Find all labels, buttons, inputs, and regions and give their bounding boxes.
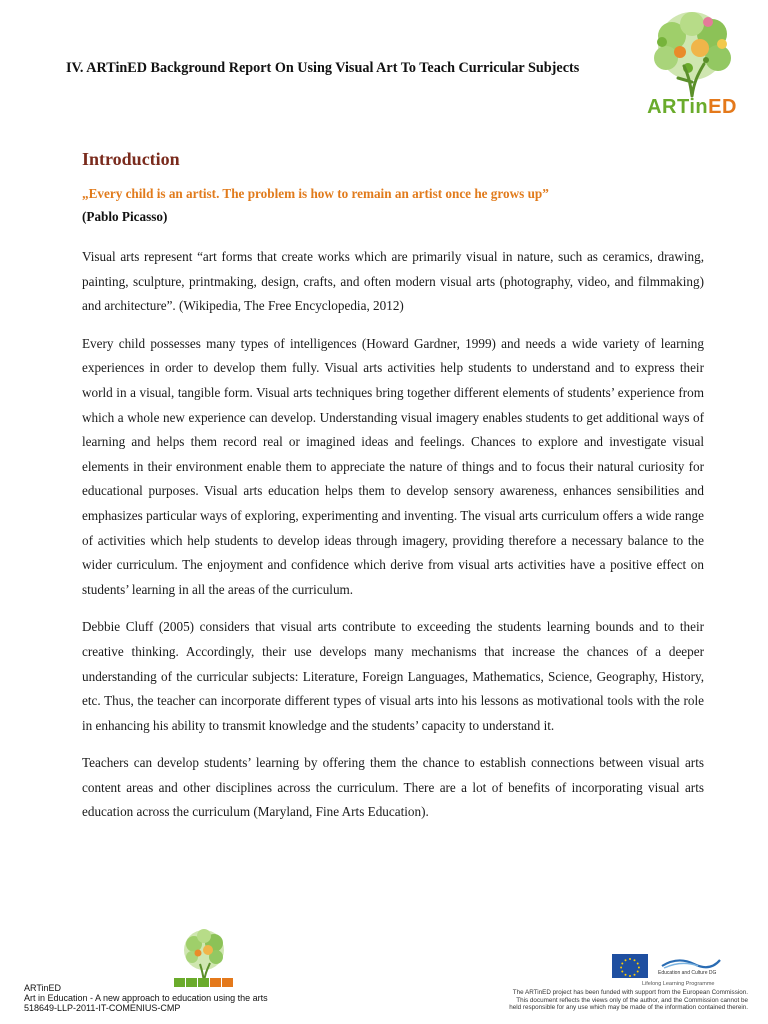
eu-disclaimer — [508, 989, 748, 1012]
llp-label: Lifelong Learning Programme — [642, 981, 715, 987]
logo-wordmark: ARTinED — [647, 96, 737, 118]
eu-logo-block — [612, 954, 742, 980]
footer-line: 518649-LLP-2011-IT-COMENIUS-CMP — [24, 1003, 181, 1013]
eu-caption: Education and Culture DG — [658, 970, 717, 976]
disclaimer-line: held responsible for any use which may be made of the information contained therein. — [509, 1004, 748, 1011]
section-heading: Introduction — [82, 149, 180, 169]
quote-text: „Every child is an artist. The problem is how to remain an artist once he grows up” — [82, 186, 549, 201]
paragraph: Visual arts represent “art forms that create works which are primarily visual in nature, such as ceramics, drawing, painting, sculpture, printmaking, design, crafts, and often modern visual arts (photography, video, and filmmaking) and architecture”. (Wikipedia, The Free Encyclopedia, 2012) — [82, 249, 704, 314]
llp-logo-icon — [658, 956, 722, 970]
artined-logo — [622, 8, 762, 120]
eu-flag-icon — [612, 954, 648, 978]
paragraph: Teachers can develop students’ learning by offering them the chance to establish connections between visual arts content areas and other disciplines across the curriculum. There are a lot of benefits of incorporating visual arts education across the curriculum (Maryland, Fine Arts Education). — [82, 755, 704, 820]
footer-line: ARTinED — [24, 983, 62, 993]
footer-line: Art in Education - A new approach to education using the arts — [24, 993, 268, 1003]
paragraph: Every child possesses many types of intelligences (Howard Gardner, 1999) and needs a wide variety of learning experiences in order to develop them fully. Visual arts activities help students to understand and to express their world in a visual, tangible form. Visual arts techniques bring together different elements of students’ experience from which a whole new experience can develop. Understanding visual imagery enables students to get additional ways of learning and helps them record real or imagined ideas and feelings. Chances to explore and investigate visual elements in their environment enable them to appreciate the nature of things and to focus their natural curiosity for educational purposes. Visual arts education helps them to develop sensory awareness, enhances sensibilities and emphasizes particular ways of exploring, experimenting and inventing. The visual arts curriculum offers a wide range of activities which help students to develop ideas through imagery, providing therefore a necessary balance to the wider curriculum. The enjoyment and confidence which derive from visual arts activities have a positive effect on students’ learning in all the areas of the curriculum. — [82, 335, 704, 597]
report-title: IV. ARTinED Background Report On Using Visual Art To Teach Curricular Subjects — [66, 60, 580, 76]
quote-author: (Pablo Picasso) — [82, 209, 168, 224]
disclaimer-line: The ARTinED project has been funded with support from the European Commission. — [512, 989, 748, 996]
tree-dancer-logo-icon — [622, 8, 762, 98]
paragraph: Debbie Cluff (2005) considers that visual arts contribute to exceeding the students learning bounds and to their creative thinking. Accordingly, their use develops many mechanisms that increase the chances of a deeper understanding of the curricular subjects: Literature, Foreign Languages, Mathematics, Science, Geography, History, etc. Thus, the teacher can incorporate different types of visual arts into his lessons as motivational tools with the role in enhancing his ability to transmit knowledge and the students’ capacity to understand it. — [82, 619, 704, 733]
body-text — [82, 245, 704, 838]
disclaimer-line: This document reflects the views only of the author, and the Commission cannot be — [516, 996, 748, 1004]
footer-project-info — [24, 983, 268, 1013]
